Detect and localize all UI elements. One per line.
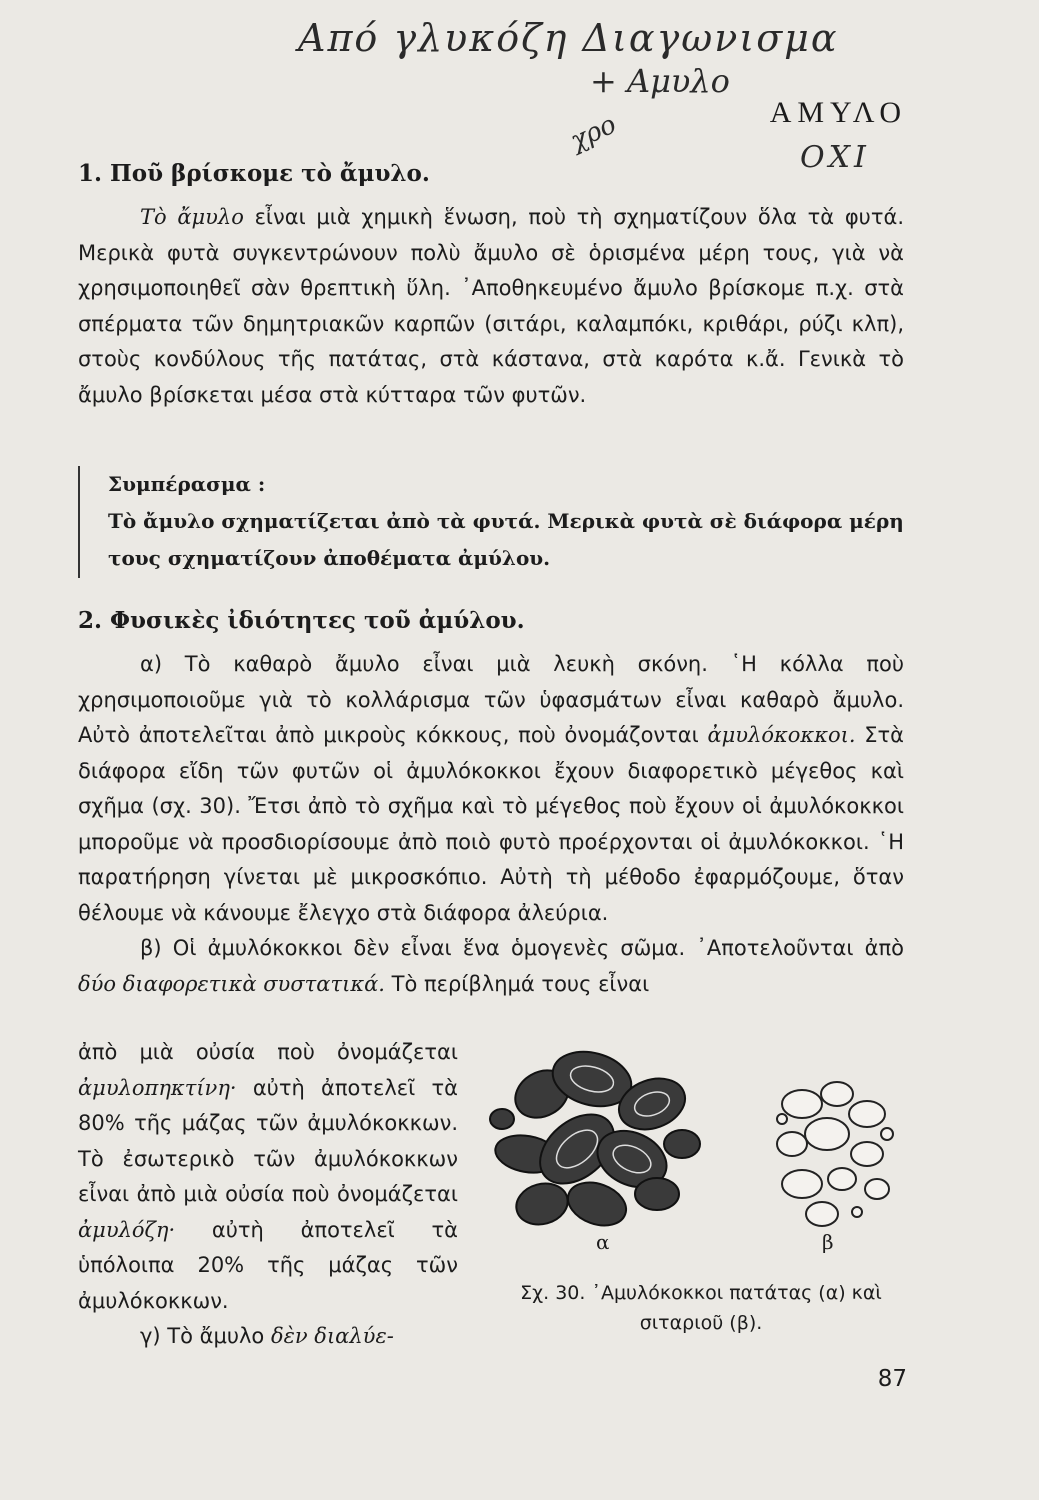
handwritten-note-amylo: + Αμυλο [590,62,730,100]
handwritten-note-top: Από γλυκόζη Διαγωνισμα [298,16,839,60]
paragraph-a [78,647,904,931]
para-b-italic: δύο διαφορετικὰ συστατικά. [78,971,385,996]
handwritten-note-xpo: χρο [565,109,621,157]
para-c-text-2: αὐτὴ ἀποτελεῖ τὰ 80% τῆς μάζας τῶν ἀμυλόκοκκων. Τὸ ἐσωτερικὸ τῶν ἀμυλόκοκκων εἶναι ἀπὸ μιὰ οὐσία ποὺ ὀνομάζεται [78,1075,458,1206]
figure-label-b: β [822,1230,834,1254]
para-b-text-2: Τὸ περίβλημά τους εἶναι [384,971,650,996]
intro-lead: Τὸ ἄμυλο [140,205,244,229]
page-number: 87 [877,1366,907,1392]
conclusion-label: Συμπέρασμα : [108,472,266,496]
para-a-italic: ἀμυλόκοκκοι. [707,723,856,747]
paragraph-intro [78,200,904,413]
wheat-granules-drawing [777,1082,893,1226]
conclusion-text: Τὸ ἄμυλο σχηματίζεται ἀπὸ τὰ φυτά. Μερικὰ φυτὰ σὲ διάφορα μέρη τους σχηματίζουν ἀποθέματα ἀμύλου. [108,509,904,570]
section-heading-1: 1. Ποῦ βρίσκομε τὸ ἄμυλο. [78,160,430,187]
para-a-text-1: α) Τὸ καθαρὸ ἄμυλο εἶναι μιὰ λευκὴ σκόνη. ῾Η κόλλα ποὺ χρησιμοποιοῦμε γιὰ τὸ κολλάρισμα τῶν ὑφασμάτων εἶναι καθαρὸ ἄμυλο. Αὐτὸ ἀποτελεῖται ἀπὸ μικροὺς κόκκους, ποὺ ὀνομάζονται [78,652,904,747]
para-a-text-2: Στὰ διάφορα εἴδη τῶν φυτῶν οἱ ἀμυλόκοκκοι ἔχουν διαφορετικὸ μέγεθος καὶ σχῆμα (σχ. 30). Ἔτσι ἀπὸ τὸ σχῆμα καὶ τὸ μέγεθος ποὺ ἔχουν οἱ ἀμυλόκοκκοι μποροῦμε νὰ προσδιορίσουμε ἀπὸ ποιὸ φυτὸ προέρχονται οἱ ἀμυλόκοκκοι. ῾Η παρατήρηση γίνεται μὲ μικροσκόπιο. Αὐτὴ τὴ μέθοδο ἐφαρμόζουμε, ὅταν θέλουμε νὰ κάνουμε ἔλεγχο στὰ διάφορα ἀλεύρια. [78,723,904,925]
para-g-text: γ) Τὸ ἄμυλο [140,1324,271,1348]
potato-granules-drawing [490,1044,700,1234]
para-b-text-1: β) Οἱ ἀμυλόκοκκοι δὲν εἶναι ἕνα ὁμογενὲς σῶμα. ᾿Αποτελοῦνται ἀπὸ [140,936,904,960]
para-g-italic: δὲν διαλύε- [270,1324,394,1348]
para-c-text-1: ἀπὸ μιὰ οὐσία ποὺ ὀνομάζεται [78,1040,458,1064]
figure-caption: Σχ. 30. ᾿Αμυλόκοκκοι πατάτας (α) καὶ σιταριοῦ (β). [520,1282,882,1334]
paragraph-narrow [78,1035,458,1355]
section-heading-2: 2. Φυσικὲς ἰδιότητες τοῦ ἀμύλου. [78,607,525,634]
figure-label-a: α [596,1230,610,1254]
paragraph-properties [78,647,904,1002]
running-header: ΑΜΥΛΟ [769,96,907,129]
handwritten-note-oxi: ΟΧΙ [800,140,870,175]
paragraph-c [78,1035,458,1319]
para-c-italic-1: ἀμυλοπηκτίνη· [78,1075,237,1100]
para-c-italic-2: ἀμυλόζη· [78,1217,176,1242]
conclusion-box [78,466,904,578]
paragraph-g [78,1319,458,1355]
intro-text: εἶναι μιὰ χημικὴ ἕνωση, ποὺ τὴ σχηματίζουν ὅλα τὰ φυτά. Μερικὰ φυτὰ συγκεντρώνουν πολὺ ἄμυλο σὲ ὁρισμένα μέρη τους, γιὰ νὰ χρησιμοποιηθεῖ σὰν θρεπτικὴ ὕλη. ᾿Αποθηκευμένο ἄμυλο βρίσκομε π.χ. στὰ σπέρματα τῶν δημητριακῶν καρπῶν (σιτάρι, καλαμπόκι, κριθάρι, ρύζι κλπ), στοὺς κονδύλους τῆς πατάτας, στὰ κάστανα, στὰ καρότα κ.ἄ. Γενικὰ τὸ ἄμυλο βρίσκεται μέσα στὰ κύτταρα τῶν φυτῶν. [78,205,904,407]
paragraph-b [78,931,904,1002]
para-c-text-3: αὐτὴ ἀποτελεῖ τὰ ὑπόλοιπα 20% τῆς μάζας τῶν ἀμυλόκοκκων. [78,1217,458,1313]
